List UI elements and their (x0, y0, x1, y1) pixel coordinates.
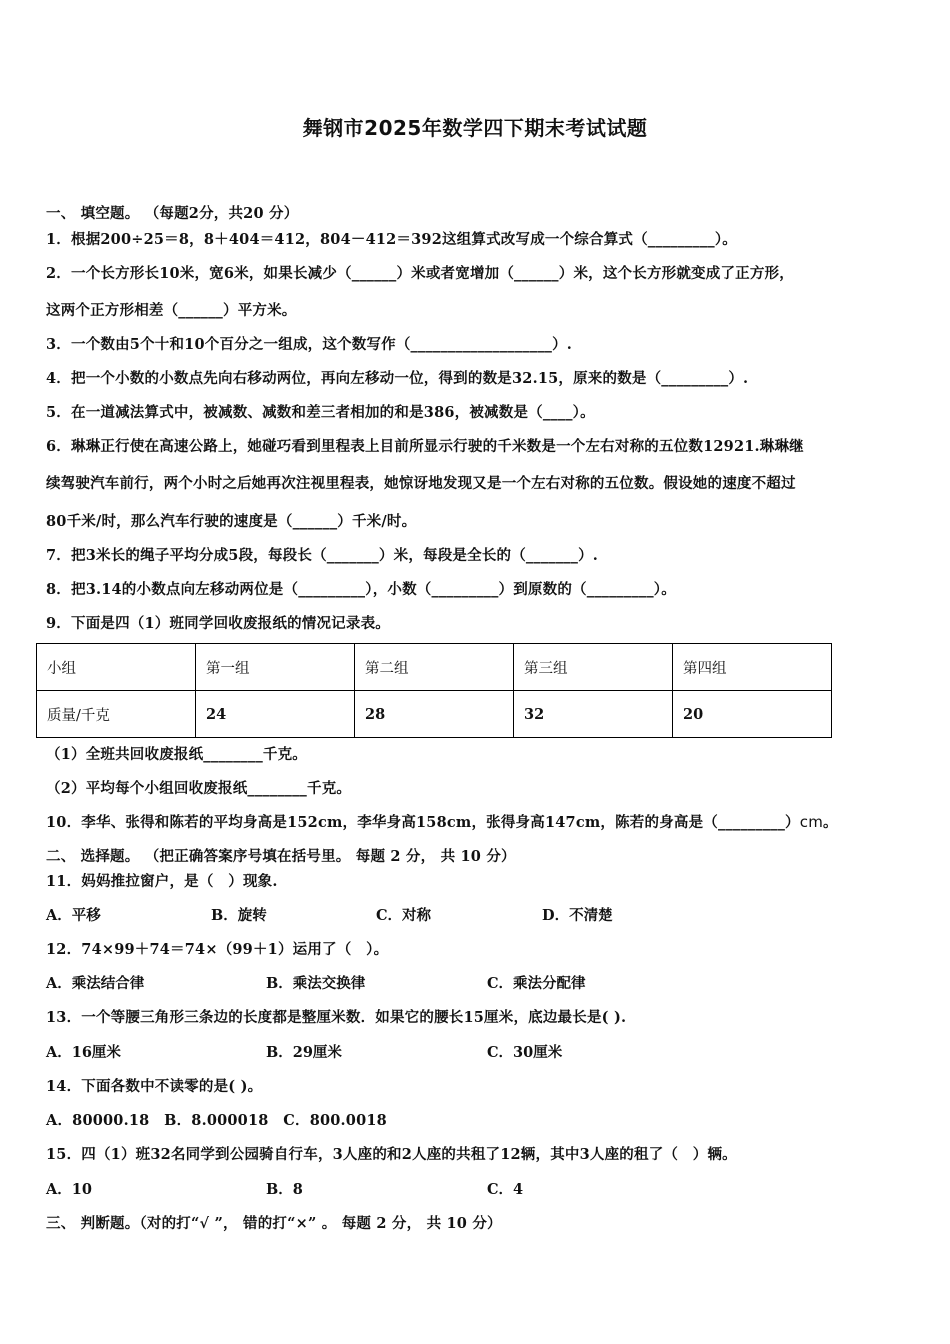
table-row (37, 691, 832, 738)
table-header-cell: 第一组 (195, 644, 354, 691)
table-cell: 28 (354, 691, 513, 738)
question-2-line-1: 2．一个长方形长10米，宽6米，如果长减少（______）米或者宽增加（______）米，这个长方形就变成了正方形， (46, 265, 794, 282)
question-9-part-2: （2）平均每个小组回收废报纸________千克。 (46, 780, 352, 797)
question-10 (46, 811, 838, 832)
section-heading-true-false: 三、 判断题。（对的打“√ ”， 错的打“×” 。 每题 2 分， 共 10 分） (46, 1215, 502, 1232)
table-header-cell: 第三组 (513, 644, 672, 691)
question-3: 3．一个数由5个十和10个百分之一组成，这个数写作（___________________）. (46, 336, 573, 353)
option-b: B．乘法交换律 (266, 975, 366, 992)
question-2-line-2: 这两个正方形相差（______）平方米。 (46, 302, 297, 319)
question-6-line-2: 续驾驶汽车前行，两个小时之后她再次注视里程表，她惊讶地发现又是一个左右对称的五位数。假设她的速度不超过 (46, 475, 796, 492)
option-a: A．10 (46, 1181, 92, 1198)
question-4: 4．把一个小数的小数点先向右移动两位，再向左移动一位，得到的数是32.15，原来的数是（_________）. (46, 370, 749, 387)
option-a: A．乘法结合律 (46, 975, 145, 992)
option-c: C．乘法分配律 (487, 975, 586, 992)
question-10-text: 10．李华、张得和陈若的平均身高是152cm，李华身高158cm，张得身高147cm，陈若的身高是（_________） (46, 814, 800, 831)
question-5: 5．在一道减法算式中，被减数、减数和差三者相加的和是386，被减数是（____）。 (46, 404, 595, 421)
paper-recycling-table (36, 643, 832, 738)
section-heading-multiple-choice: 二、 选择题。 （把正确答案序号填在括号里。 每题 2 分， 共 10 分） (46, 848, 516, 865)
option-c: C．对称 (376, 907, 432, 924)
option-c: C．4 (487, 1181, 524, 1198)
option-b: B．29厘米 (266, 1044, 342, 1061)
page-title: 舞钢市2025年数学四下期末考试试题 (302, 116, 648, 140)
question-9: 9．下面是四（1）班同学回收废报纸的情况记录表。 (46, 615, 390, 632)
question-15: 15．四（1）班32名同学到公园骑自行车，3人座的和2人座的共租了12辆，其中3人座的租了（ ）辆。 (46, 1146, 737, 1163)
table-cell: 质量/千克 (37, 691, 196, 738)
question-6-line-3: 80千米/时，那么汽车行驶的速度是（______）千米/时。 (46, 513, 417, 530)
table-header-cell: 小组 (37, 644, 196, 691)
question-10-unit: cm (799, 813, 824, 831)
question-14: 14．下面各数中不读零的是( )。 (46, 1078, 263, 1095)
option-c: C．30厘米 (487, 1044, 563, 1061)
question-1: 1．根据200÷25＝8，8＋404＝412，804－412＝392这组算式改写成一个综合算式（_________）。 (46, 231, 737, 248)
section-heading-fill-blank: 一、 填空题。 （每题2分，共20 分） (46, 205, 299, 222)
table-cell: 20 (672, 691, 831, 738)
table-header-cell: 第四组 (672, 644, 831, 691)
question-9-part-1: （1）全班共回收废报纸________千克。 (46, 746, 307, 763)
question-8: 8．把3.14的小数点向左移动两位是（_________），小数（_________）到原数的（_________）。 (46, 581, 676, 598)
question-11: 11．妈妈推拉窗户，是（ ）现象. (46, 873, 278, 890)
question-13: 13．一个等腰三角形三条边的长度都是整厘米数．如果它的腰长15厘米，底边最长是( ). (46, 1009, 627, 1026)
question-14-options: A．80000.18 B．8.000018 C．800.0018 (46, 1112, 387, 1129)
table-header-row (37, 644, 832, 691)
table-header-cell: 第二组 (354, 644, 513, 691)
question-7: 7．把3米长的绳子平均分成5段，每段长（_______）米，每段是全长的（_______）. (46, 547, 599, 564)
option-a: A．平移 (46, 907, 101, 924)
question-10-end: 。 (823, 814, 838, 831)
option-b: B．8 (266, 1181, 303, 1198)
table-cell: 24 (195, 691, 354, 738)
question-12: 12．74×99＋74＝74×（99＋1）运用了（ ）。 (46, 941, 389, 958)
question-6-line-1: 6．琳琳正行使在高速公路上，她碰巧看到里程表上目前所显示行驶的千米数是一个左右对称的五位数12921.琳琳继 (46, 438, 804, 455)
table-cell: 32 (513, 691, 672, 738)
option-d: D．不清楚 (542, 907, 613, 924)
option-a: A．16厘米 (46, 1044, 121, 1061)
option-b: B．旋转 (211, 907, 267, 924)
